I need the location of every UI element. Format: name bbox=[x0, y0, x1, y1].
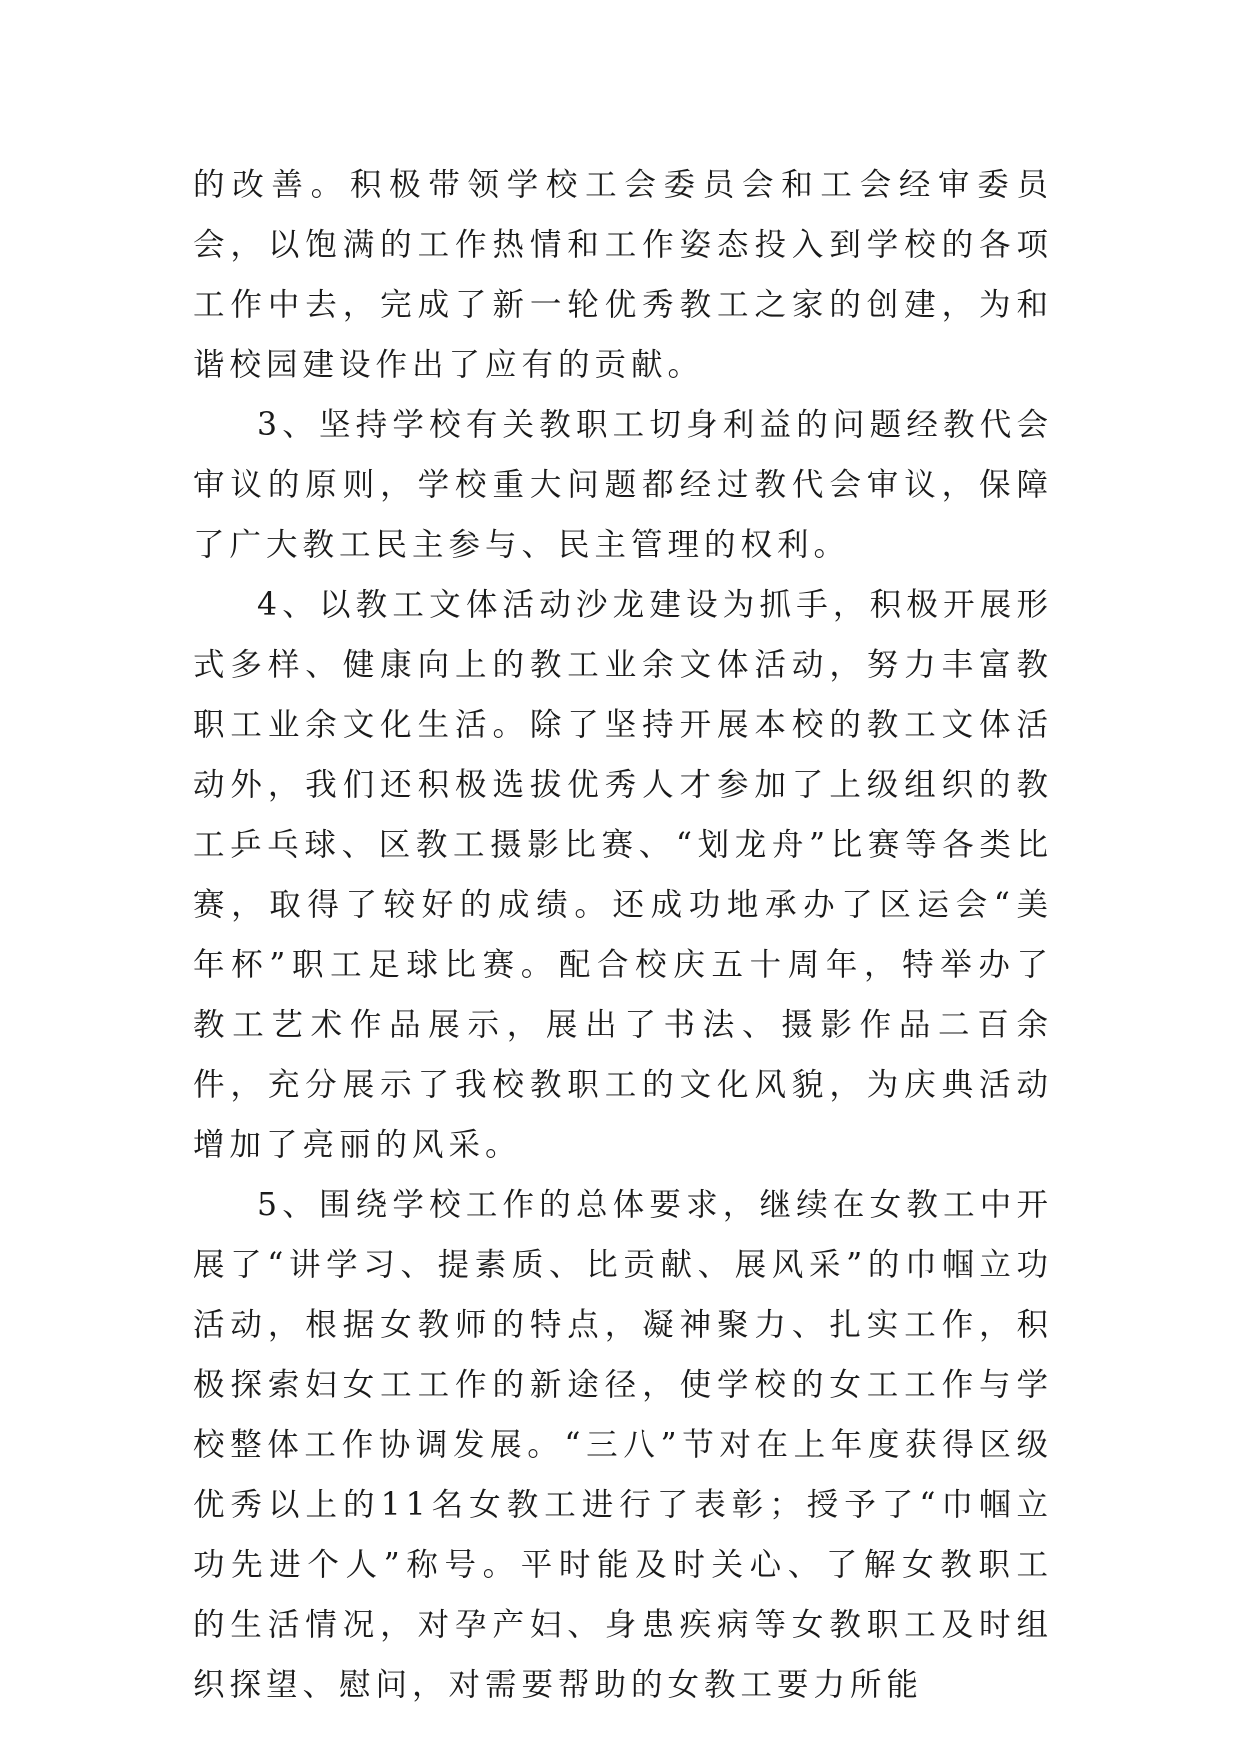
paragraph-continued: 的改善。积极带领学校工会委员会和工会经审委员会，以饱满的工作热情和工作姿态投入到学校的各项工作中去，完成了新一轮优秀教工之家的创建，为和谐校园建设作出了应有的贡献。 bbox=[193, 167, 1053, 383]
paragraph-item-5: 5、围绕学校工作的总体要求，继续在女教工中开展了“讲学习、提素质、比贡献、展风采”的巾帼立功活动，根据女教师的特点，凝神聚力、扎实工作，积极探索妇女工工作的新途径，使学校的女工工作与学校整体工作协调发展。“三八”节对在上年度获得区级优秀以上的11名女教工进行了表彰；授予了“巾帼立功先进个人”称号。平时能及时关心、了解女教职工的生活情况，对孕产妇、身患疾病等女教职工及时组织探望、慰问，对需要帮助的女教工要力所能 bbox=[193, 1187, 1053, 1703]
paragraph-item-4: 4、以教工文体活动沙龙建设为抓手，积极开展形式多样、健康向上的教工业余文体活动，努力丰富教职工业余文化生活。除了坚持开展本校的教工文体活动外，我们还积极选拔优秀人才参加了上级组织的教工乒乓球、区教工摄影比赛、“划龙舟”比赛等各类比赛，取得了较好的成绩。还成功地承办了区运会“美年杯”职工足球比赛。配合校庆五十周年，特举办了教工艺术作品展示，展出了书法、摄影作品二百余件，充分展示了我校教职工的文化风貌，为庆典活动增加了亮丽的风采。 bbox=[193, 587, 1053, 1163]
body-text bbox=[193, 155, 1053, 1715]
paragraph-item-3: 3、坚持学校有关教职工切身利益的问题经教代会审议的原则，学校重大问题都经过教代会审议，保障了广大教工民主参与、民主管理的权利。 bbox=[193, 407, 1053, 563]
